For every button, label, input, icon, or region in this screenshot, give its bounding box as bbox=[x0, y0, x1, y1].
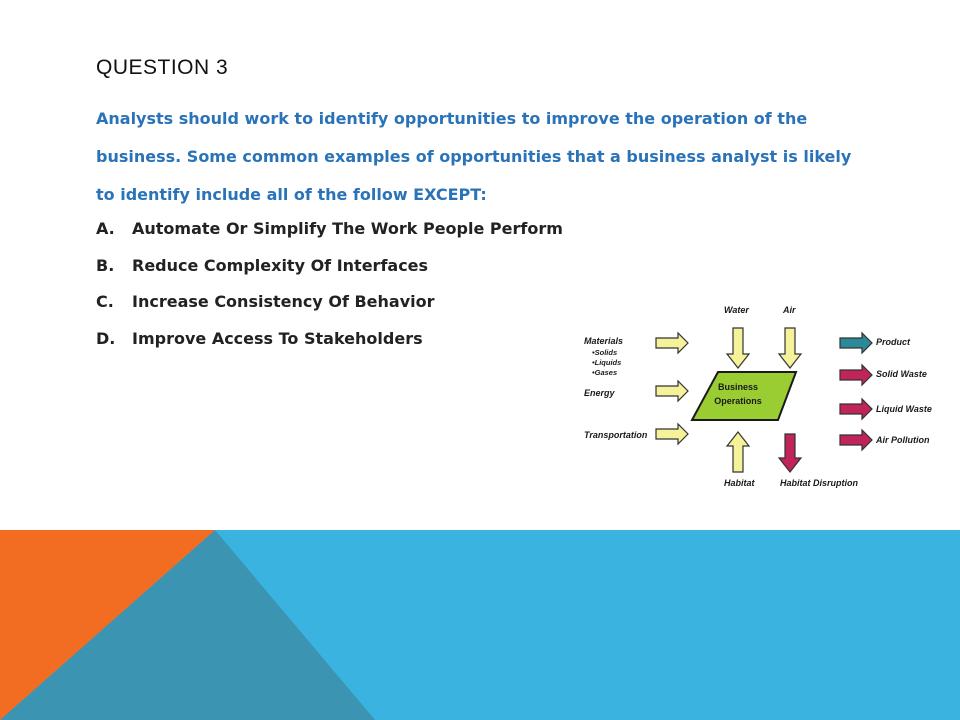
center-label-line2: Operations bbox=[714, 396, 762, 406]
option-letter: A. bbox=[96, 219, 115, 238]
label-solid-waste: Solid Waste bbox=[876, 369, 927, 379]
center-label-line1: Business bbox=[717, 382, 759, 392]
arrow-materials-icon bbox=[656, 333, 688, 353]
label-gases: •Gases bbox=[592, 368, 618, 377]
option-d bbox=[96, 329, 563, 366]
label-energy: Energy bbox=[584, 388, 615, 398]
label-habitat: Habitat bbox=[724, 478, 755, 488]
label-air: Air bbox=[783, 305, 796, 315]
arrow-habitat-icon bbox=[727, 432, 749, 472]
arrow-liquid-waste-icon bbox=[840, 399, 872, 419]
arrow-solid-waste-icon bbox=[840, 365, 872, 385]
label-air-pollution: Air Pollution bbox=[876, 435, 930, 445]
option-b bbox=[96, 256, 563, 293]
option-letter: D. bbox=[96, 328, 116, 348]
arrow-habitat-disruption-icon bbox=[779, 434, 801, 472]
decorative-footer bbox=[0, 530, 960, 720]
arrow-air-pollution-icon bbox=[840, 430, 872, 450]
arrow-transportation-icon bbox=[656, 424, 688, 444]
label-product: Product bbox=[876, 337, 911, 347]
question-text: Analysts should work to identify opportunities to improve the operation of the business. Some common examples of opportunities that a business analyst is likely to identify include all of the follow EXCEPT: bbox=[96, 109, 852, 204]
business-operations-diagram bbox=[578, 298, 950, 494]
arrow-product-icon bbox=[840, 333, 872, 353]
option-letter: C. bbox=[96, 292, 114, 311]
option-letter: B. bbox=[96, 255, 115, 275]
label-liquids: •Liquids bbox=[592, 358, 622, 367]
label-materials: Materials bbox=[584, 336, 624, 346]
option-text: Reduce Complexity Of Interfaces bbox=[132, 255, 429, 275]
option-a bbox=[96, 219, 563, 256]
label-solids: •Solids bbox=[592, 348, 618, 357]
label-liquid-waste: Liquid Waste bbox=[876, 404, 932, 414]
label-water: Water bbox=[724, 305, 749, 315]
arrow-energy-icon bbox=[656, 381, 688, 401]
answer-options bbox=[96, 219, 563, 365]
arrow-water-icon bbox=[727, 328, 749, 368]
option-text: Automate Or Simplify The Work People Perform bbox=[132, 219, 563, 238]
label-transportation: Transportation bbox=[584, 430, 648, 440]
arrow-air-icon bbox=[779, 328, 801, 368]
option-text: Improve Access To Stakeholders bbox=[132, 328, 423, 348]
option-c bbox=[96, 292, 563, 329]
slide-title: QUESTION 3 bbox=[96, 56, 229, 79]
option-text: Increase Consistency Of Behavior bbox=[132, 292, 435, 311]
label-habitat-disruption: Habitat Disruption bbox=[780, 478, 858, 488]
